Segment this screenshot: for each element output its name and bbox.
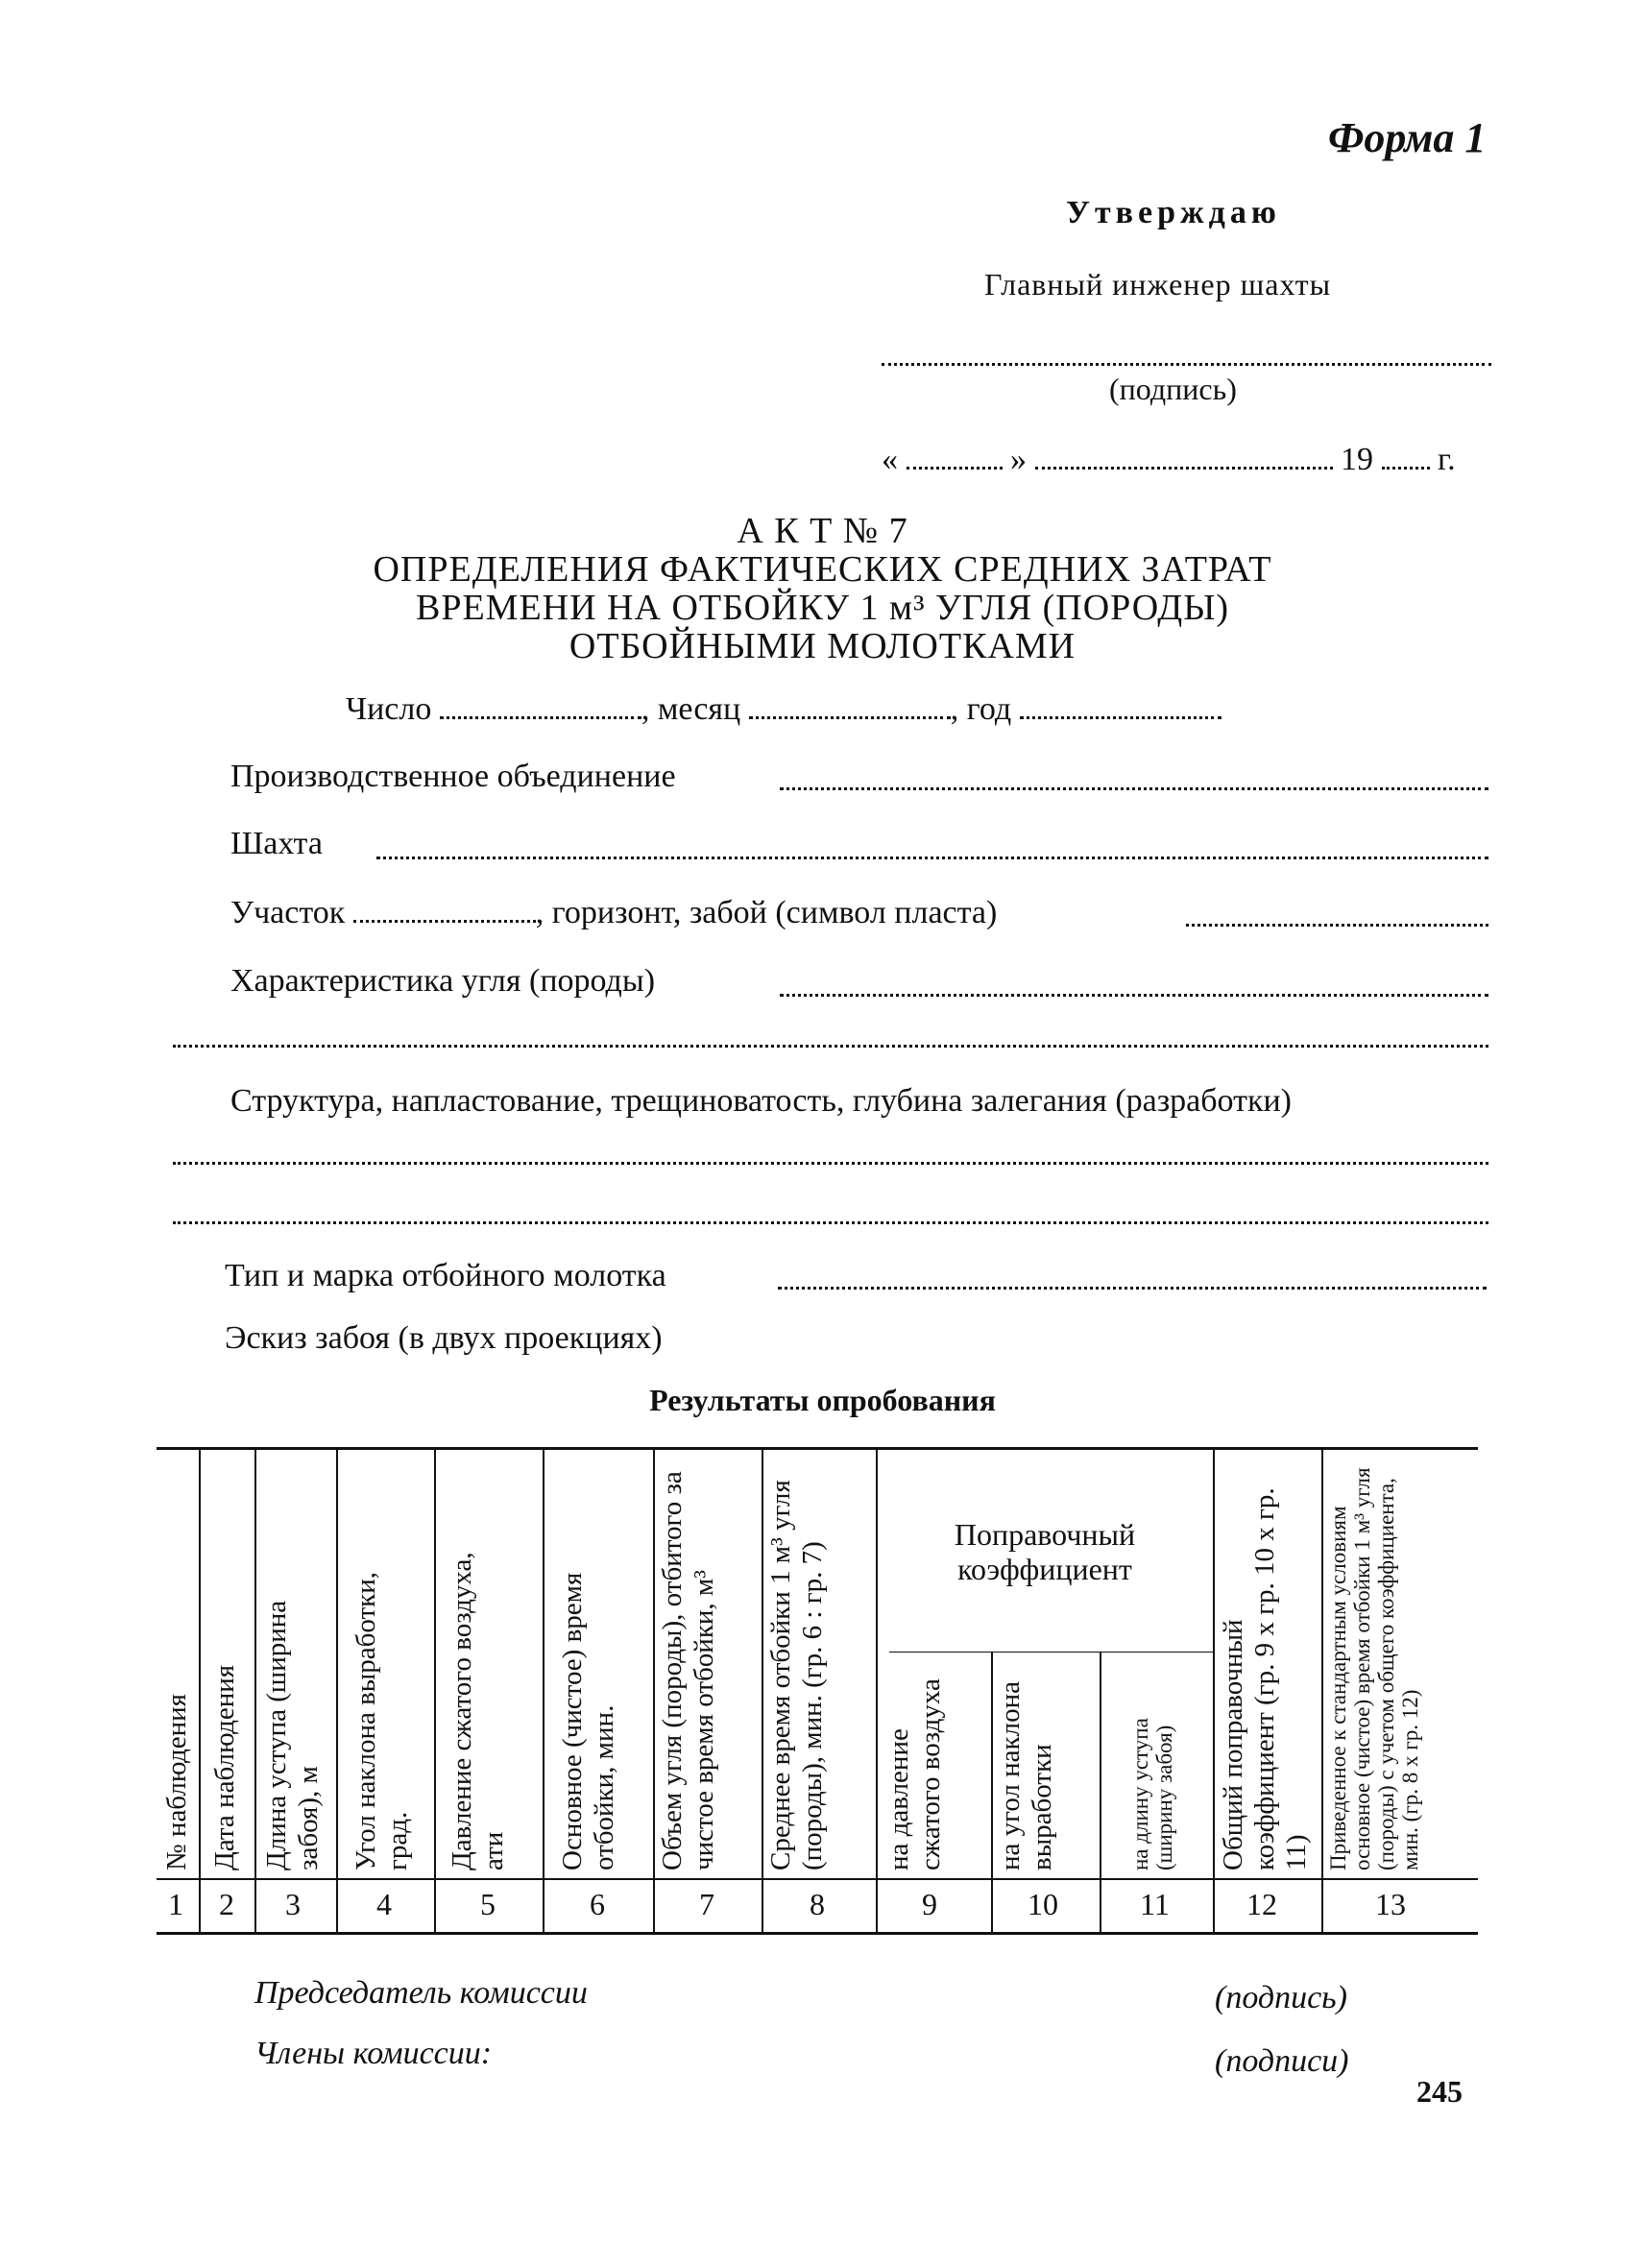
column-header: № наблюдения bbox=[161, 1693, 192, 1870]
column-number: 3 bbox=[285, 1887, 301, 1921]
sketch-label: Эскиз забоя (в двух проекциях) bbox=[225, 1320, 663, 1356]
table-header-rule bbox=[157, 1878, 1478, 1880]
column-header: Приведенное к стандартным условиям основное (чистое) время отбойки 1 м³ угля (породы) с учетом общего коэффициента, мин. (гр. 8 х гр. 12) bbox=[1326, 1467, 1422, 1870]
mine-label: Шахта bbox=[230, 826, 323, 861]
association-field[interactable] bbox=[780, 787, 1488, 790]
month-field[interactable] bbox=[749, 716, 951, 719]
column-number: 5 bbox=[480, 1887, 496, 1921]
column-number: 11 bbox=[1140, 1887, 1170, 1921]
structure-field-line-2[interactable] bbox=[173, 1221, 1488, 1224]
correction-subheader-rule bbox=[889, 1652, 1213, 1653]
section-row: Участок , горизонт, забой (символ пласта) bbox=[230, 895, 998, 930]
title-line-3: ОТБОЙНЫМИ МОЛОТКАМИ bbox=[568, 626, 1077, 666]
year-prefix: 19 bbox=[1341, 442, 1373, 477]
approve-label: Утверждаю bbox=[1066, 195, 1281, 230]
form-label: Форма 1 bbox=[1328, 114, 1487, 161]
results-title: Результаты опробования bbox=[649, 1383, 996, 1417]
column-header: на давление сжатого воздуха bbox=[883, 1678, 946, 1870]
table-top-rule bbox=[157, 1447, 1478, 1450]
column-number: 10 bbox=[1028, 1887, 1058, 1921]
title-line-1: ОПРЕДЕЛЕНИЯ ФАКТИЧЕСКИХ СРЕДНИХ ЗАТРАТ bbox=[373, 549, 1272, 590]
members-signature: (подписи) bbox=[1215, 2043, 1349, 2079]
column-header: на угол наклона выработки bbox=[995, 1681, 1057, 1870]
column-number: 8 bbox=[810, 1887, 825, 1921]
hammer-label: Тип и марка отбойного молотка bbox=[225, 1258, 666, 1293]
column-number: 13 bbox=[1375, 1887, 1406, 1921]
day-label: Число bbox=[346, 691, 432, 727]
signature-line bbox=[882, 363, 1491, 366]
column-number: 4 bbox=[376, 1887, 392, 1921]
column-header: Общий поправочный коэффициент (гр. 9 х гр. 10 х гр. 11) bbox=[1218, 1487, 1312, 1870]
column-header: Дата наблюдения bbox=[209, 1664, 240, 1870]
column-number: 2 bbox=[219, 1887, 234, 1921]
column-number: 12 bbox=[1246, 1887, 1277, 1921]
chairman-label: Председатель комиссии bbox=[254, 1975, 588, 2011]
page-number: 245 bbox=[1416, 2074, 1463, 2109]
title-line-2: ВРЕМЕНИ НА ОТБОЙКУ 1 м³ УГЛЯ (ПОРОДЫ) bbox=[415, 588, 1230, 628]
column-number: 6 bbox=[590, 1887, 605, 1921]
column-header: Основное (чистое) время отбойки, мин. bbox=[557, 1572, 619, 1870]
month-label: месяц bbox=[657, 691, 741, 727]
act-number: А К Т № 7 bbox=[737, 511, 908, 551]
column-header: Длина уступа (ширина забоя), м bbox=[261, 1600, 324, 1870]
hammer-field[interactable] bbox=[778, 1287, 1487, 1290]
day-field[interactable] bbox=[440, 716, 641, 719]
horizon-label: горизонт, забой (символ пласта) bbox=[551, 895, 998, 930]
column-header: Среднее время отбойки 1 м³ угля (породы), мин. (гр. 6 : гр. 7) bbox=[765, 1480, 828, 1870]
section-field[interactable] bbox=[353, 920, 536, 923]
date-open-quote: « bbox=[882, 442, 898, 477]
date-fields: Число , месяц , год bbox=[346, 691, 1222, 728]
characteristics-field-line-2[interactable] bbox=[173, 1045, 1488, 1048]
association-label: Производственное объединение bbox=[230, 759, 676, 794]
column-number: 7 bbox=[699, 1887, 714, 1921]
signature-caption: (подпись) bbox=[1109, 372, 1237, 406]
section-label: Участок bbox=[230, 895, 346, 930]
approval-date bbox=[882, 442, 1456, 478]
horizon-field[interactable] bbox=[1186, 924, 1488, 927]
members-label: Члены комиссии: bbox=[254, 2036, 493, 2071]
column-header: Объем угля (породы), отбитого за чистое время отбойки, м³ bbox=[657, 1471, 719, 1870]
column-number: 1 bbox=[168, 1887, 183, 1921]
characteristics-field[interactable] bbox=[780, 994, 1488, 997]
chief-engineer-label: Главный инженер шахты bbox=[984, 267, 1332, 302]
structure-field-line-1[interactable] bbox=[173, 1162, 1488, 1165]
column-header: на длину уступа (ширину забоя) bbox=[1128, 1718, 1176, 1870]
column-header: Давление сжатого воздуха, ати bbox=[447, 1552, 509, 1870]
structure-label: Структура, напластование, трещиноватость, глубина залегания (разработки) bbox=[230, 1083, 1292, 1119]
characteristics-label: Характеристика угля (породы) bbox=[230, 963, 656, 999]
chairman-signature: (подпись) bbox=[1215, 1980, 1347, 2015]
correction-coefficient-header: Поправочный коэффициент bbox=[954, 1517, 1136, 1586]
year-field[interactable] bbox=[1020, 716, 1222, 719]
column-number: 9 bbox=[922, 1887, 937, 1921]
year-suffix: г. bbox=[1438, 442, 1456, 477]
table-bottom-rule bbox=[157, 1932, 1478, 1935]
year-label: год bbox=[966, 691, 1012, 727]
date-close-quote: » bbox=[1010, 442, 1027, 477]
mine-field[interactable] bbox=[376, 857, 1488, 859]
column-header: Угол наклона выработки, град. bbox=[351, 1571, 413, 1870]
